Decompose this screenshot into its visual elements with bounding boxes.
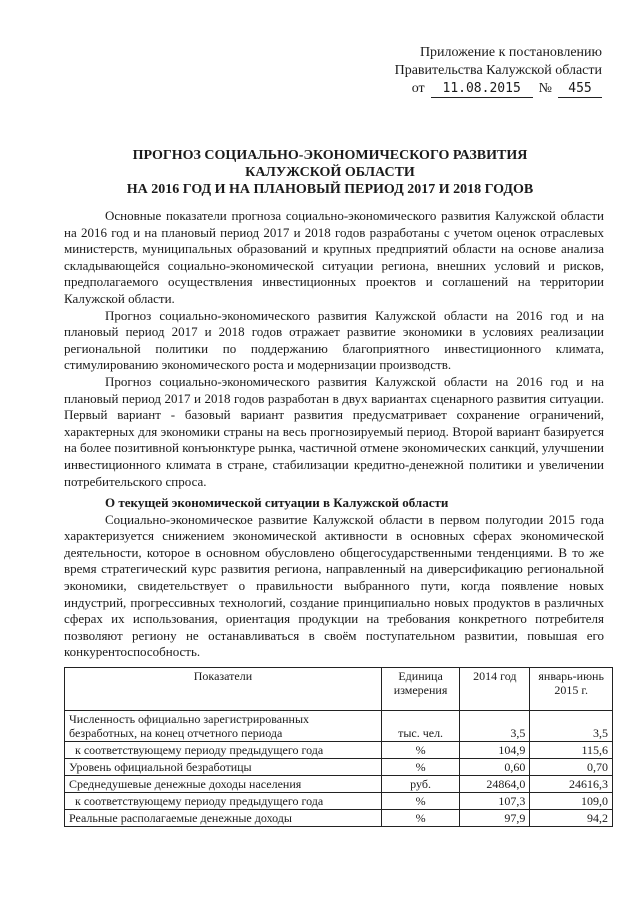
row-value-2014: 107,3	[460, 793, 530, 810]
table-header-row	[65, 668, 613, 711]
row-unit: %	[381, 810, 459, 827]
row-unit: руб.	[381, 776, 459, 793]
row-value-2015: 3,5	[530, 711, 613, 742]
table-row	[65, 793, 613, 810]
title-line-1: ПРОГНОЗ СОЦИАЛЬНО-ЭКОНОМИЧЕСКОГО РАЗВИТИЯ	[132, 148, 528, 163]
header-h1-2015: январь-июнь 2015 г.	[530, 668, 613, 711]
row-value-2014: 24864,0	[460, 776, 530, 793]
table-row	[65, 759, 613, 776]
row-value-2014: 104,9	[460, 742, 530, 759]
row-value-2014: 3,5	[460, 711, 530, 742]
row-unit: %	[381, 742, 459, 759]
document-title	[60, 147, 600, 198]
header-unit: Единица измерения	[381, 668, 459, 711]
paragraph-4: Социально-экономическое развитие Калужской области в первом полугодии 2015 года характеризуется снижением экономической активности в основных сферах экономической деятельности, которое в основном обусловлено общегосударственными тенденциями. В то же время стратегический курс развития региона, направленный на диверсификацию региональной экономики, свидетельствует о правильности выбранного пути, когда появление новых индустрий, прогрессивных технологий, создание принципиально новых продуктов в различных сферах их использования, ориентация продукции на требования конкретного потребителя позволяют региону не останавливаться в своём поступательном развитии, повышая его конкурентоспособность.	[64, 511, 604, 660]
row-value-2014: 97,9	[460, 810, 530, 827]
title-line-3: НА 2016 ГОД И НА ПЛАНОВЫЙ ПЕРИОД 2017 И 2018 ГОДОВ	[126, 182, 534, 197]
document-body	[64, 208, 604, 661]
indicators-table	[64, 667, 613, 827]
row-label: Численность официально зарегистрированных безработных, на конец отчетного периода	[65, 711, 382, 742]
resolution-date: 11.08.2015	[431, 81, 533, 98]
row-value-2015: 115,6	[530, 742, 613, 759]
table-row	[65, 810, 613, 827]
table-row	[65, 776, 613, 793]
appendix-date-line	[362, 80, 602, 98]
appendix-line-2: Правительства Калужской области	[394, 63, 602, 78]
table-row	[65, 742, 613, 759]
row-label: к соответствующему периоду предыдущего года	[65, 793, 382, 810]
paragraph-3: Прогноз социально-экономического развития Калужской области на 2016 год и на плановый период 2017 и 2018 годов разработан в двух вариантах сценарного развития ситуации. Первый вариант - базовый вариант развития предусматривает сохранение ограничений, характерных для экономики страны на весь прогнозируемый период. Второй вариант базируется на более позитивной конъюнктуре рынка, частичной отмене экономических санкций, улучшении инвестиционного климата в стране, стабилизации кредитно-денежной политики и увеличении потребительского спроса.	[64, 373, 604, 489]
row-value-2015: 109,0	[530, 793, 613, 810]
row-value-2014: 0,60	[460, 759, 530, 776]
paragraph-2: Прогноз социально-экономического развития Калужской области на 2016 год и на плановый период 2017 и 2018 годов отражает развитие экономики в условиях реализации региональной политики по поддержанию благоприятного инвестиционного климата, стимулированию экономического роста и модернизации производств.	[64, 307, 604, 373]
appendix-header	[362, 44, 602, 98]
row-unit: тыс. чел.	[381, 711, 459, 742]
from-label: от	[411, 81, 425, 96]
section-subheading: О текущей экономической ситуации в Калужской области	[105, 495, 449, 511]
header-indicators: Показатели	[65, 668, 382, 711]
paragraph-1: Основные показатели прогноза социально-экономического развития Калужской области на 2016 год и на плановый период 2017 и 2018 годов разработаны с учетом оценок отраслевых министерств, муниципальных образований и крупных предприятий области на основе анализа складывающейся социально-экономической ситуации региона, внешних условий и рисков, предполагаемого осуществления инвестиционных проектов и соглашений на территории Калужской области.	[64, 208, 604, 306]
row-unit: %	[381, 793, 459, 810]
row-label: Среднедушевые денежные доходы населения	[65, 776, 382, 793]
row-value-2015: 24616,3	[530, 776, 613, 793]
row-label: к соответствующему периоду предыдущего года	[65, 742, 382, 759]
title-line-2: КАЛУЖСКОЙ ОБЛАСТИ	[245, 165, 415, 180]
row-unit: %	[381, 759, 459, 776]
resolution-number: 455	[558, 81, 602, 98]
row-label: Уровень официальной безработицы	[65, 759, 382, 776]
row-value-2015: 94,2	[530, 810, 613, 827]
row-label: Реальные располагаемые денежные доходы	[65, 810, 382, 827]
appendix-line-1: Приложение к постановлению	[419, 45, 602, 60]
row-value-2015: 0,70	[530, 759, 613, 776]
number-label: №	[538, 81, 552, 96]
header-2014: 2014 год	[460, 668, 530, 711]
table-row	[65, 711, 613, 742]
